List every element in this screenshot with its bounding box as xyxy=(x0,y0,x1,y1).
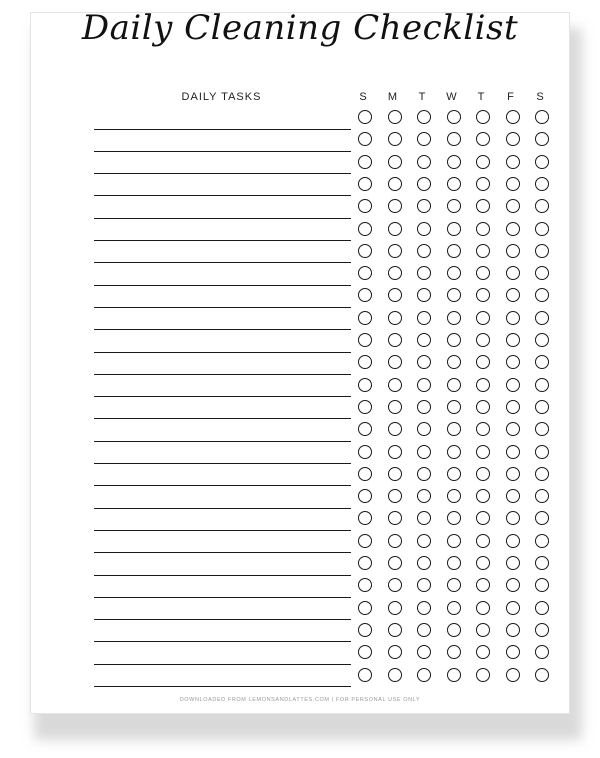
day-checkbox[interactable] xyxy=(388,623,402,637)
day-checkbox[interactable] xyxy=(447,244,461,258)
day-checkbox[interactable] xyxy=(388,422,402,436)
day-checkbox[interactable] xyxy=(476,378,490,392)
daily-tasks-header: DAILY TASKS xyxy=(181,91,262,103)
day-checkbox[interactable] xyxy=(506,489,520,503)
day-checkbox[interactable] xyxy=(447,311,461,325)
day-checkbox[interactable] xyxy=(358,445,372,459)
day-checkbox[interactable] xyxy=(417,155,431,169)
task-line[interactable] xyxy=(94,664,351,665)
day-checkbox[interactable] xyxy=(417,333,431,347)
day-checkbox[interactable] xyxy=(535,489,549,503)
day-checkbox[interactable] xyxy=(447,266,461,280)
day-checkbox[interactable] xyxy=(535,244,549,258)
day-checkbox[interactable] xyxy=(447,110,461,124)
day-checkbox[interactable] xyxy=(358,623,372,637)
task-line[interactable] xyxy=(94,352,351,353)
day-checkbox[interactable] xyxy=(506,222,520,236)
day-checkbox[interactable] xyxy=(476,177,490,191)
task-line[interactable] xyxy=(94,418,351,419)
day-checkbox[interactable] xyxy=(506,177,520,191)
day-checkbox[interactable] xyxy=(535,177,549,191)
day-checkbox[interactable] xyxy=(417,445,431,459)
day-checkbox[interactable] xyxy=(506,511,520,525)
day-checkbox[interactable] xyxy=(447,556,461,570)
day-checkbox[interactable] xyxy=(388,645,402,659)
day-checkbox[interactable] xyxy=(535,623,549,637)
day-checkbox[interactable] xyxy=(506,534,520,548)
day-checkbox[interactable] xyxy=(388,132,402,146)
day-checkbox[interactable] xyxy=(506,467,520,481)
day-checkbox[interactable] xyxy=(535,110,549,124)
day-checkbox[interactable] xyxy=(506,422,520,436)
day-checkbox[interactable] xyxy=(506,668,520,682)
day-checkbox[interactable] xyxy=(447,333,461,347)
day-checkbox[interactable] xyxy=(358,311,372,325)
day-thursday: T xyxy=(477,91,485,103)
day-checkbox[interactable] xyxy=(535,601,549,615)
day-checkbox[interactable] xyxy=(358,556,372,570)
day-checkbox[interactable] xyxy=(447,668,461,682)
footer-credit: DOWNLOADED FROM LEMONSANDLATTES.COM | FOR PERSONAL USE ONLY xyxy=(179,697,421,703)
day-checkbox[interactable] xyxy=(535,266,549,280)
day-wednesday: W xyxy=(446,91,457,103)
task-line[interactable] xyxy=(94,195,351,196)
day-checkbox[interactable] xyxy=(476,266,490,280)
day-checkbox[interactable] xyxy=(358,489,372,503)
day-checkbox[interactable] xyxy=(358,601,372,615)
day-checkbox[interactable] xyxy=(388,288,402,302)
day-checkbox[interactable] xyxy=(447,199,461,213)
task-line[interactable] xyxy=(94,508,351,509)
day-checkbox[interactable] xyxy=(417,556,431,570)
task-line[interactable] xyxy=(94,218,351,219)
day-checkbox[interactable] xyxy=(447,222,461,236)
task-line[interactable] xyxy=(94,485,351,486)
day-checkbox[interactable] xyxy=(447,645,461,659)
day-checkbox[interactable] xyxy=(358,668,372,682)
day-checkbox[interactable] xyxy=(388,355,402,369)
day-checkbox[interactable] xyxy=(388,244,402,258)
day-checkbox[interactable] xyxy=(388,489,402,503)
task-line[interactable] xyxy=(94,307,351,308)
day-checkbox[interactable] xyxy=(388,668,402,682)
day-checkbox[interactable] xyxy=(388,534,402,548)
day-checkbox[interactable] xyxy=(535,556,549,570)
day-checkbox[interactable] xyxy=(506,378,520,392)
day-checkbox[interactable] xyxy=(388,556,402,570)
task-line[interactable] xyxy=(94,240,351,241)
day-checkbox[interactable] xyxy=(388,266,402,280)
day-checkbox[interactable] xyxy=(476,445,490,459)
day-checkbox[interactable] xyxy=(535,311,549,325)
day-checkbox[interactable] xyxy=(535,445,549,459)
day-checkbox[interactable] xyxy=(388,110,402,124)
day-checkbox[interactable] xyxy=(476,155,490,169)
day-checkbox[interactable] xyxy=(358,110,372,124)
day-checkbox[interactable] xyxy=(388,222,402,236)
task-line[interactable] xyxy=(94,530,351,531)
day-checkbox[interactable] xyxy=(535,378,549,392)
task-line[interactable] xyxy=(94,641,351,642)
weekday-header xyxy=(352,91,548,105)
task-line[interactable] xyxy=(94,329,351,330)
day-checkbox[interactable] xyxy=(447,378,461,392)
task-line[interactable] xyxy=(94,597,351,598)
day-checkbox[interactable] xyxy=(358,266,372,280)
task-line[interactable] xyxy=(94,151,351,152)
day-checkbox[interactable] xyxy=(506,645,520,659)
day-checkbox[interactable] xyxy=(358,222,372,236)
day-checkbox[interactable] xyxy=(447,534,461,548)
day-checkbox[interactable] xyxy=(417,244,431,258)
task-line[interactable] xyxy=(94,619,351,620)
day-checkbox[interactable] xyxy=(388,177,402,191)
day-checkbox[interactable] xyxy=(476,222,490,236)
day-checkbox[interactable] xyxy=(447,422,461,436)
day-checkbox[interactable] xyxy=(447,601,461,615)
day-checkbox[interactable] xyxy=(388,199,402,213)
day-checkbox[interactable] xyxy=(417,467,431,481)
day-checkbox[interactable] xyxy=(447,578,461,592)
day-checkbox[interactable] xyxy=(535,668,549,682)
day-checkbox[interactable] xyxy=(358,244,372,258)
day-checkbox[interactable] xyxy=(447,467,461,481)
task-line[interactable] xyxy=(94,374,351,375)
day-checkbox[interactable] xyxy=(447,177,461,191)
day-checkbox[interactable] xyxy=(506,244,520,258)
day-checkbox[interactable] xyxy=(476,668,490,682)
day-checkbox[interactable] xyxy=(476,489,490,503)
day-checkbox[interactable] xyxy=(535,222,549,236)
day-checkbox[interactable] xyxy=(388,400,402,414)
task-line[interactable] xyxy=(94,441,351,442)
day-checkbox[interactable] xyxy=(506,623,520,637)
day-checkbox[interactable] xyxy=(417,400,431,414)
day-checkbox[interactable] xyxy=(358,467,372,481)
day-checkbox[interactable] xyxy=(417,489,431,503)
day-checkbox[interactable] xyxy=(447,511,461,525)
task-line[interactable] xyxy=(94,686,351,687)
day-checkbox[interactable] xyxy=(447,132,461,146)
task-line[interactable] xyxy=(94,463,351,464)
day-checkbox[interactable] xyxy=(506,110,520,124)
day-tuesday: T xyxy=(418,91,426,103)
day-checkbox[interactable] xyxy=(476,400,490,414)
task-line[interactable] xyxy=(94,552,351,553)
day-checkbox[interactable] xyxy=(535,155,549,169)
day-checkbox[interactable] xyxy=(476,333,490,347)
day-monday: M xyxy=(387,91,398,103)
day-checkbox[interactable] xyxy=(506,266,520,280)
day-checkbox[interactable] xyxy=(506,355,520,369)
day-checkbox[interactable] xyxy=(388,511,402,525)
day-checkbox[interactable] xyxy=(447,623,461,637)
day-sunday: S xyxy=(359,91,367,103)
day-checkbox[interactable] xyxy=(506,333,520,347)
day-checkbox[interactable] xyxy=(476,534,490,548)
day-checkbox[interactable] xyxy=(417,266,431,280)
day-checkbox[interactable] xyxy=(506,601,520,615)
day-checkbox[interactable] xyxy=(388,333,402,347)
day-checkbox[interactable] xyxy=(417,623,431,637)
day-checkbox[interactable] xyxy=(417,668,431,682)
day-checkbox[interactable] xyxy=(358,177,372,191)
day-checkbox[interactable] xyxy=(506,155,520,169)
day-checkbox[interactable] xyxy=(476,601,490,615)
day-checkbox[interactable] xyxy=(506,445,520,459)
task-line[interactable] xyxy=(94,129,351,130)
page-title: Daily Cleaning Checklist xyxy=(81,8,519,48)
day-checkbox[interactable] xyxy=(506,311,520,325)
day-checkbox[interactable] xyxy=(417,222,431,236)
day-checkbox[interactable] xyxy=(417,378,431,392)
day-friday: F xyxy=(507,91,514,103)
day-checkbox[interactable] xyxy=(476,467,490,481)
day-checkbox[interactable] xyxy=(506,288,520,302)
day-checkbox[interactable] xyxy=(417,601,431,615)
day-checkbox[interactable] xyxy=(388,445,402,459)
task-line[interactable] xyxy=(94,262,351,263)
day-checkbox[interactable] xyxy=(388,467,402,481)
day-checkbox[interactable] xyxy=(447,489,461,503)
day-saturday: S xyxy=(536,91,544,103)
day-checkbox[interactable] xyxy=(358,534,372,548)
day-checkbox[interactable] xyxy=(388,378,402,392)
day-checkbox[interactable] xyxy=(476,244,490,258)
day-checkbox[interactable] xyxy=(417,311,431,325)
day-checkbox[interactable] xyxy=(358,333,372,347)
day-checkbox[interactable] xyxy=(417,177,431,191)
day-checkbox[interactable] xyxy=(506,132,520,146)
day-checkbox[interactable] xyxy=(388,601,402,615)
day-checkbox[interactable] xyxy=(476,110,490,124)
day-checkbox[interactable] xyxy=(447,400,461,414)
day-checkbox[interactable] xyxy=(447,288,461,302)
day-checkbox[interactable] xyxy=(417,110,431,124)
day-checkbox[interactable] xyxy=(447,355,461,369)
day-checkbox[interactable] xyxy=(506,400,520,414)
day-checkbox[interactable] xyxy=(476,623,490,637)
day-checkbox[interactable] xyxy=(506,556,520,570)
day-checkbox[interactable] xyxy=(388,311,402,325)
task-line[interactable] xyxy=(94,173,351,174)
day-checkbox[interactable] xyxy=(358,400,372,414)
day-checkbox[interactable] xyxy=(388,155,402,169)
day-checkbox[interactable] xyxy=(417,534,431,548)
day-checkbox[interactable] xyxy=(535,400,549,414)
day-checkbox[interactable] xyxy=(447,445,461,459)
day-checkbox[interactable] xyxy=(388,578,402,592)
day-checkbox[interactable] xyxy=(535,534,549,548)
day-checkbox[interactable] xyxy=(476,556,490,570)
task-line[interactable] xyxy=(94,285,351,286)
day-checkbox[interactable] xyxy=(535,467,549,481)
day-checkbox[interactable] xyxy=(535,333,549,347)
day-checkbox[interactable] xyxy=(358,378,372,392)
task-line[interactable] xyxy=(94,575,351,576)
day-checkbox[interactable] xyxy=(506,578,520,592)
day-checkbox[interactable] xyxy=(447,155,461,169)
task-line[interactable] xyxy=(94,396,351,397)
day-checkbox[interactable] xyxy=(506,199,520,213)
day-checkbox[interactable] xyxy=(476,311,490,325)
day-checkbox[interactable] xyxy=(358,155,372,169)
